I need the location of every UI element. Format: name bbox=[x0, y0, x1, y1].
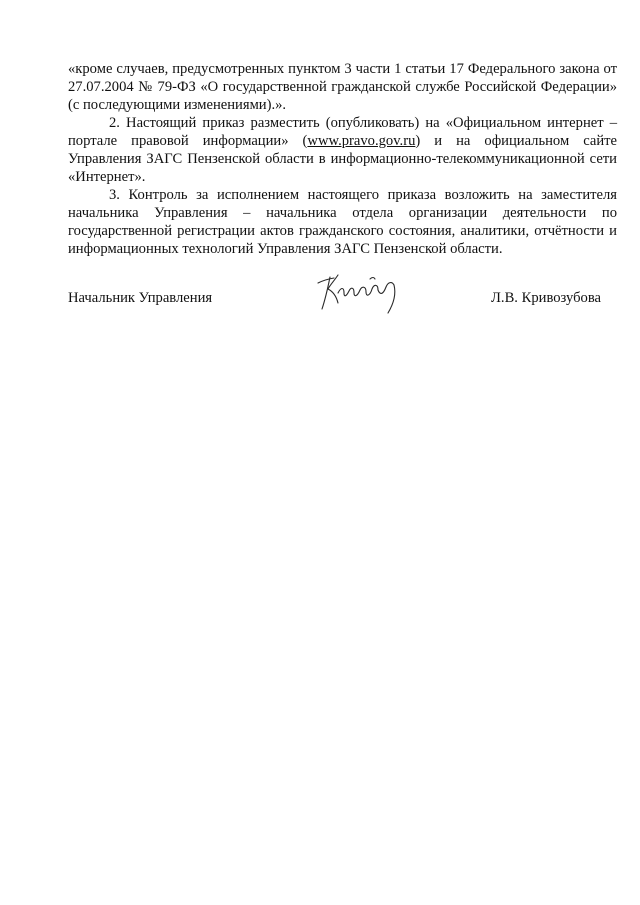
pravo-gov-link[interactable]: www.pravo.gov.ru bbox=[307, 133, 416, 149]
handwritten-signature bbox=[308, 269, 408, 319]
signatory-name: Л.В. Кривозубова bbox=[491, 290, 601, 306]
paragraph-control: 3. Контроль за исполнением настоящего приказа возложить на заместителя начальника Управления – начальника отдела организации деятельности по государственной регистрации актов гражданского состояния, аналитики, отчётности и информационных технологий Управления ЗАГС Пензенской области. bbox=[68, 187, 617, 257]
paragraph-publication-text-end: ) и на официальном сайте Управления ЗАГС Пензенской области в информационно-телекоммуникационной сети «Интернет». bbox=[68, 133, 618, 185]
signature-block bbox=[68, 287, 617, 327]
signatory-position: Начальник Управления bbox=[68, 290, 213, 306]
paragraph-publication-text-start: 2. Настоящий приказ разместить (опубликовать) на «Официальном интернет – портале правовой информации» ( bbox=[68, 115, 617, 149]
document-body bbox=[68, 60, 617, 258]
paragraph-amendment-text: «кроме случаев, предусмотренных пунктом 3 части 1 статьи 17 Федерального закона от 27.07.2004 № 79-ФЗ «О государственной гражданской службе Российской Федерации» (с последующими изменениями).». bbox=[68, 61, 617, 113]
paragraph-publication bbox=[68, 114, 617, 186]
